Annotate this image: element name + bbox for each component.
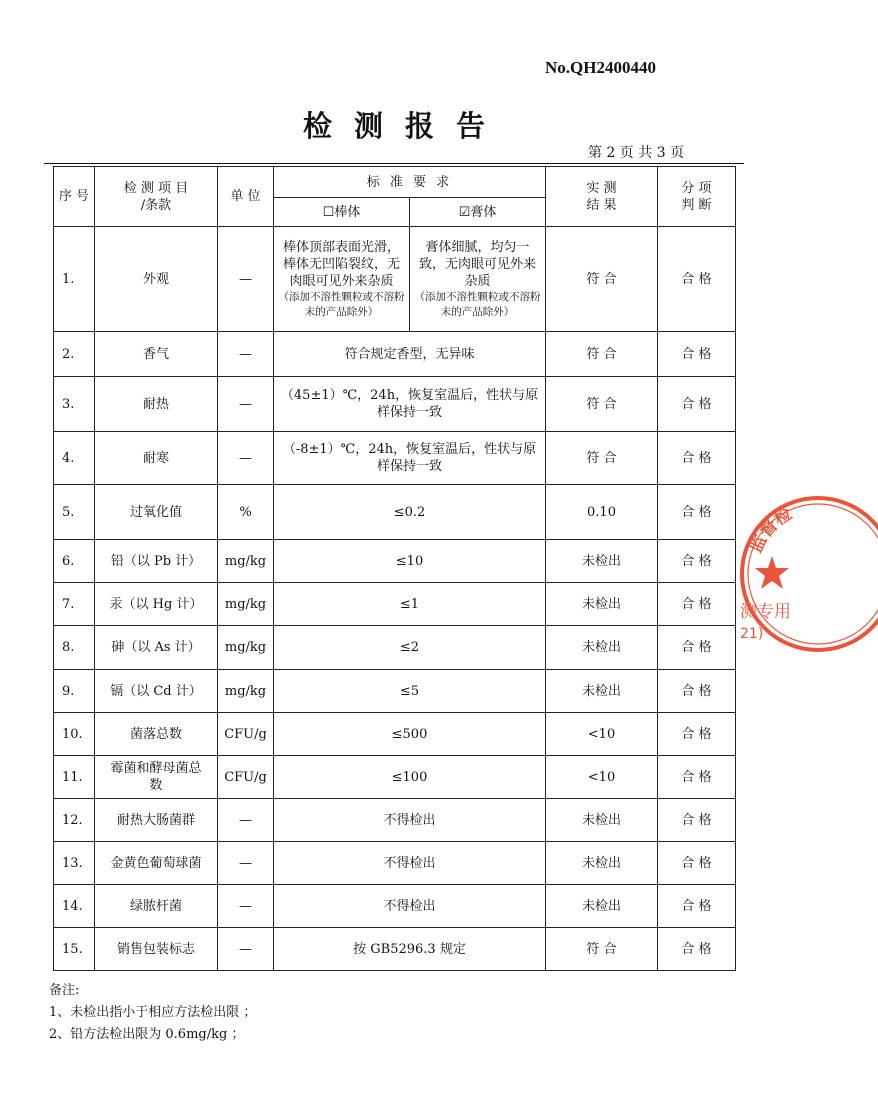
row-unit: —: [218, 842, 274, 885]
table-header-row: [54, 167, 736, 198]
row-requirement: ≤1: [274, 583, 546, 626]
row-seq: 2.: [54, 332, 95, 377]
row-judge: 合 格: [658, 377, 736, 432]
row-judge: 合 格: [658, 626, 736, 670]
row-seq: 12.: [54, 799, 95, 842]
row-item: 菌落总数: [95, 713, 218, 756]
row-requirement: 按 GB5296.3 规定: [274, 928, 546, 971]
table-row: [54, 885, 736, 928]
row-unit: mg/kg: [218, 540, 274, 583]
remarks: [49, 980, 256, 1046]
table-row: [54, 540, 736, 583]
header-standard-stick: [274, 198, 410, 227]
row-unit: —: [218, 885, 274, 928]
header-divider: [44, 163, 744, 164]
row-judge: 合 格: [658, 928, 736, 971]
row-unit: mg/kg: [218, 583, 274, 626]
requirement-note: （添加不溶性颗粒或不溶粉末的产品除外）: [414, 290, 541, 318]
table-row: [54, 377, 736, 432]
page-title: 检测报告: [302, 109, 507, 143]
remarks-title: 备注:: [49, 983, 80, 998]
row-result: 未检出: [546, 583, 658, 626]
row-requirement: ≤500: [274, 713, 546, 756]
table-row: [54, 485, 736, 540]
row-judge: 合 格: [658, 540, 736, 583]
row-item: 金黄色葡萄球菌: [95, 842, 218, 885]
row-item: 香气: [95, 332, 218, 377]
table-row: [54, 432, 736, 485]
page-indicator: 第 2 页 共 3 页: [588, 145, 685, 161]
row-requirement: ≤2: [274, 626, 546, 670]
row-item: 过氧化值: [95, 485, 218, 540]
row-judge: 合 格: [658, 227, 736, 332]
row-item: 汞（以 Hg 计）: [95, 583, 218, 626]
row-judge: 合 格: [658, 885, 736, 928]
row-requirement: 符合规定香型，无异味: [274, 332, 546, 377]
seal-inner-ring: [748, 504, 878, 644]
table-row: [54, 626, 736, 670]
row-seq: 7.: [54, 583, 95, 626]
table-row: [54, 227, 736, 332]
row-seq: 8.: [54, 626, 95, 670]
table-row: [54, 670, 736, 713]
header-standard-stick-label: 棒体: [334, 204, 361, 220]
row-requirement: 不得检出: [274, 842, 546, 885]
row-requirement: ≤0.2: [274, 485, 546, 540]
row-seq: 13.: [54, 842, 95, 885]
row-seq: 5.: [54, 485, 95, 540]
seal-star-icon: [755, 556, 789, 589]
row-item: 绿脓杆菌: [95, 885, 218, 928]
row-item: 耐热: [95, 377, 218, 432]
header-standard-paste-label: 膏体: [470, 204, 497, 220]
row-judge: 合 格: [658, 756, 736, 799]
row-result: 未检出: [546, 885, 658, 928]
row-unit: mg/kg: [218, 626, 274, 670]
row-result: 符 合: [546, 377, 658, 432]
row-requirement: （45±1）℃，24h，恢复室温后，性状与原样保持一致: [274, 377, 546, 432]
row-result: 未检出: [546, 540, 658, 583]
row-seq: 15.: [54, 928, 95, 971]
row-unit: —: [218, 227, 274, 332]
report-table: [53, 166, 736, 971]
table-row: [54, 756, 736, 799]
row-unit: —: [218, 799, 274, 842]
header-unit: 单 位: [218, 167, 274, 227]
row-result: 符 合: [546, 332, 658, 377]
row-requirement: ≤100: [274, 756, 546, 799]
row-requirement: 不得检出: [274, 885, 546, 928]
row-requirement: （-8±1）℃，24h，恢复室温后，性状与原样保持一致: [274, 432, 546, 485]
row-judge: 合 格: [658, 842, 736, 885]
row-judge: 合 格: [658, 583, 736, 626]
row-result: 未检出: [546, 799, 658, 842]
seal-bottom-text: 测专用: [740, 602, 791, 622]
requirement-text: 膏体细腻，均匀一致，无肉眼可见外来杂质: [418, 239, 536, 289]
row-item: 销售包装标志: [95, 928, 218, 971]
row-judge: 合 格: [658, 713, 736, 756]
row-judge: 合 格: [658, 799, 736, 842]
row-result: 符 合: [546, 928, 658, 971]
row-result: 符 合: [546, 227, 658, 332]
row-result: <10: [546, 713, 658, 756]
table-row: [54, 842, 736, 885]
header-result: 实 测 结 果: [546, 167, 658, 227]
row-item: 耐寒: [95, 432, 218, 485]
requirement-text: 棒体顶部表面光滑，棒体无凹陷裂纹，无肉眼可见外来杂质: [282, 239, 400, 289]
row-judge: 合 格: [658, 485, 736, 540]
row-item: 耐热大肠菌群: [95, 799, 218, 842]
row-requirement: ≤10: [274, 540, 546, 583]
row-result: 未检出: [546, 842, 658, 885]
row-seq: 14.: [54, 885, 95, 928]
row-requirement: ≤5: [274, 670, 546, 713]
row-unit: CFU/g: [218, 713, 274, 756]
row-item: 霉菌和酵母菌总数: [95, 756, 218, 799]
header-standard-paste: [410, 198, 546, 227]
row-seq: 1.: [54, 227, 95, 332]
seal-code-text: 21): [740, 626, 764, 642]
row-unit: CFU/g: [218, 756, 274, 799]
row-result: 符 合: [546, 432, 658, 485]
seal-arc-text: 监督检: [745, 503, 796, 557]
table-row: [54, 583, 736, 626]
table-row: [54, 928, 736, 971]
row-item: 外观: [95, 227, 218, 332]
row-item: 铅（以 Pb 计）: [95, 540, 218, 583]
row-unit: —: [218, 377, 274, 432]
table-row: [54, 799, 736, 842]
header-seq: 序 号: [54, 167, 95, 227]
row-requirement-stick: [274, 227, 410, 332]
seal-outer-ring: [742, 498, 878, 650]
row-result: 0.10: [546, 485, 658, 540]
row-requirement: 不得检出: [274, 799, 546, 842]
requirement-note: （添加不溶性颗粒或不溶粉末的产品除外）: [278, 290, 405, 318]
inspection-seal: [738, 496, 878, 656]
header-item: 检 测 项 目 /条款: [95, 167, 218, 227]
row-seq: 11.: [54, 756, 95, 799]
row-unit: —: [218, 928, 274, 971]
row-unit: %: [218, 485, 274, 540]
table-row: [54, 332, 736, 377]
row-seq: 6.: [54, 540, 95, 583]
row-item: 镉（以 Cd 计）: [95, 670, 218, 713]
remarks-line: 2、铅方法检出限为 0.6mg/kg ；: [49, 1027, 245, 1042]
row-judge: 合 格: [658, 432, 736, 485]
row-result: <10: [546, 756, 658, 799]
table-row: [54, 713, 736, 756]
row-unit: —: [218, 432, 274, 485]
row-seq: 9.: [54, 670, 95, 713]
row-item: 砷（以 As 计）: [95, 626, 218, 670]
report-number: No.QH2400440: [545, 58, 656, 77]
row-unit: —: [218, 332, 274, 377]
checked-box-icon: ☑: [458, 204, 471, 220]
header-standard: 标 准 要 求: [274, 167, 546, 198]
unchecked-box-icon: ☐: [322, 204, 335, 220]
row-requirement-paste: [410, 227, 546, 332]
row-seq: 3.: [54, 377, 95, 432]
row-unit: mg/kg: [218, 670, 274, 713]
row-judge: 合 格: [658, 670, 736, 713]
row-result: 未检出: [546, 626, 658, 670]
remarks-line: 1、未检出指小于相应方法检出限 ；: [49, 1005, 257, 1020]
header-judge: 分 项 判 断: [658, 167, 736, 227]
row-result: 未检出: [546, 670, 658, 713]
row-judge: 合 格: [658, 332, 736, 377]
row-seq: 10.: [54, 713, 95, 756]
row-seq: 4.: [54, 432, 95, 485]
